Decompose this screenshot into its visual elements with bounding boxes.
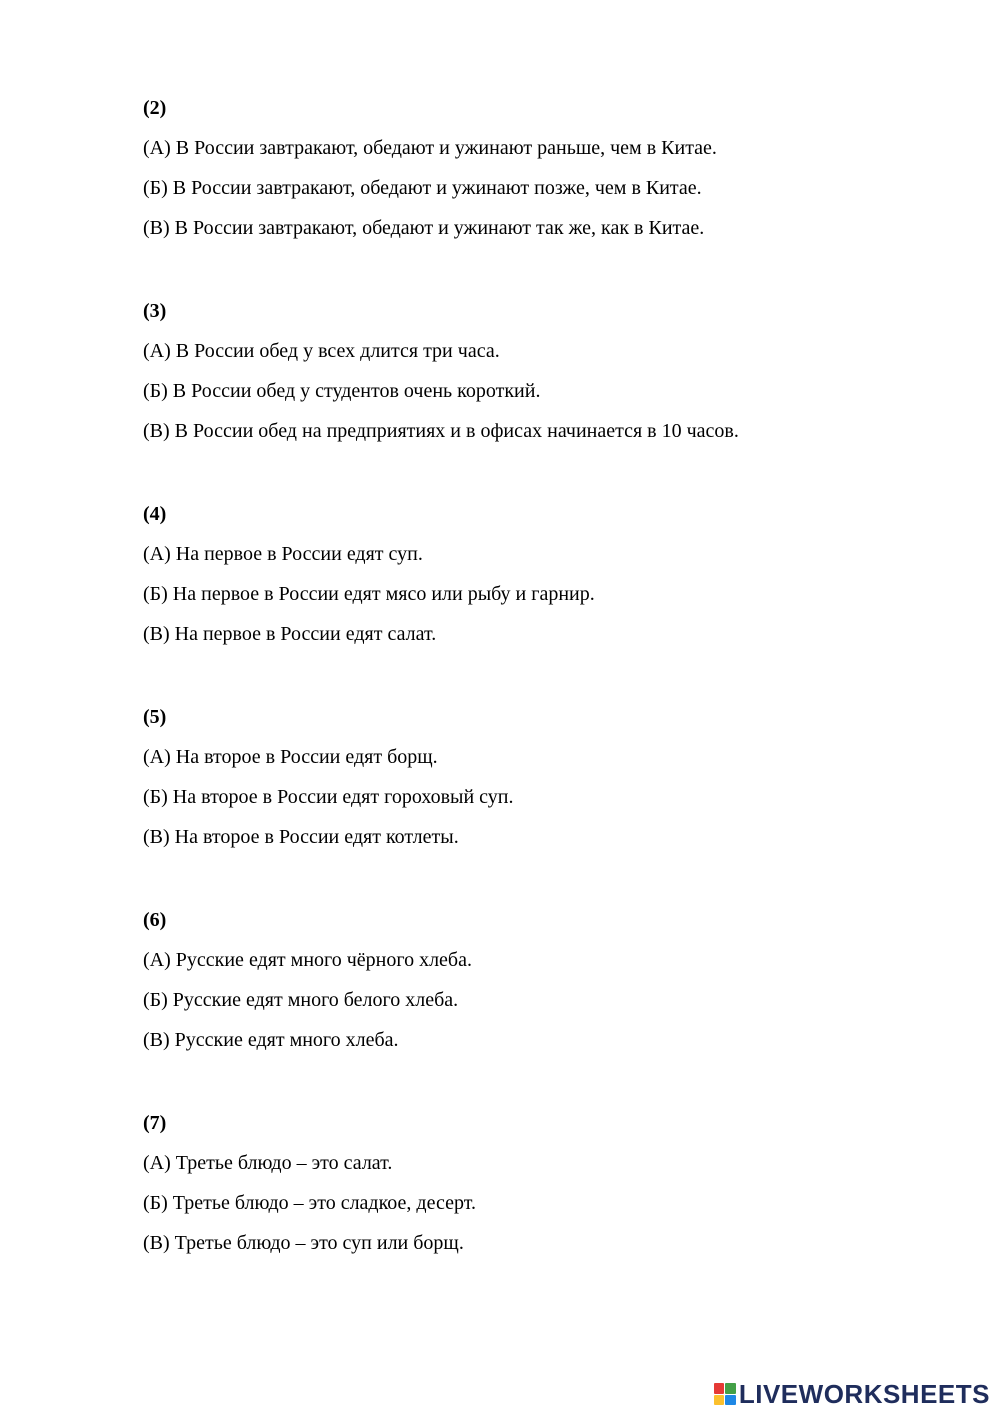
option-a[interactable]: (А) На первое в России едят суп. <box>143 543 423 565</box>
option-c[interactable]: (В) На первое в России едят салат. <box>143 623 437 645</box>
option-b[interactable]: (Б) В России обед у студентов очень короткий. <box>143 380 541 402</box>
question-2 <box>143 96 963 256</box>
question-5 <box>143 705 963 865</box>
option-b[interactable]: (Б) Третье блюдо – это сладкое, десерт. <box>143 1192 476 1214</box>
logo-square-blue <box>725 1395 736 1406</box>
question-number: (3) <box>143 300 167 322</box>
option-a[interactable]: (А) На второе в России едят борщ. <box>143 746 438 768</box>
option-c[interactable]: (В) В России завтракают, обедают и ужинают так же, как в Китае. <box>143 217 705 239</box>
option-c[interactable]: (В) Третье блюдо – это суп или борщ. <box>143 1232 464 1254</box>
option-c[interactable]: (В) На второе в России едят котлеты. <box>143 826 459 848</box>
option-b[interactable]: (Б) Русские едят много белого хлеба. <box>143 989 459 1011</box>
question-number: (6) <box>143 909 167 931</box>
liveworksheets-logo <box>714 1379 990 1409</box>
question-number: (2) <box>143 97 167 119</box>
option-a[interactable]: (А) Третье блюдо – это салат. <box>143 1152 393 1174</box>
option-c[interactable]: (В) Русские едят много хлеба. <box>143 1029 399 1051</box>
question-number: (4) <box>143 503 167 525</box>
question-3 <box>143 299 963 459</box>
logo-mark-icon <box>714 1383 736 1405</box>
option-b[interactable]: (Б) В России завтракают, обедают и ужинают позже, чем в Китае. <box>143 177 702 199</box>
question-6 <box>143 908 963 1068</box>
question-7 <box>143 1111 963 1271</box>
option-a[interactable]: (А) Русские едят много чёрного хлеба. <box>143 949 472 971</box>
logo-square-yellow <box>714 1395 725 1406</box>
option-a[interactable]: (А) В России обед у всех длится три часа. <box>143 340 500 362</box>
option-b[interactable]: (Б) На первое в России едят мясо или рыбу и гарнир. <box>143 583 595 605</box>
option-a[interactable]: (А) В России завтракают, обедают и ужинают раньше, чем в Китае. <box>143 137 717 159</box>
question-number: (7) <box>143 1112 167 1134</box>
logo-square-green <box>725 1383 736 1394</box>
logo-text: LIVEWORKSHEETS <box>738 1378 990 1409</box>
question-4 <box>143 502 963 662</box>
option-c[interactable]: (В) В России обед на предприятиях и в офисах начинается в 10 часов. <box>143 420 739 442</box>
logo-square-red <box>714 1383 725 1394</box>
question-number: (5) <box>143 706 167 728</box>
option-b[interactable]: (Б) На второе в России едят гороховый суп. <box>143 786 514 808</box>
